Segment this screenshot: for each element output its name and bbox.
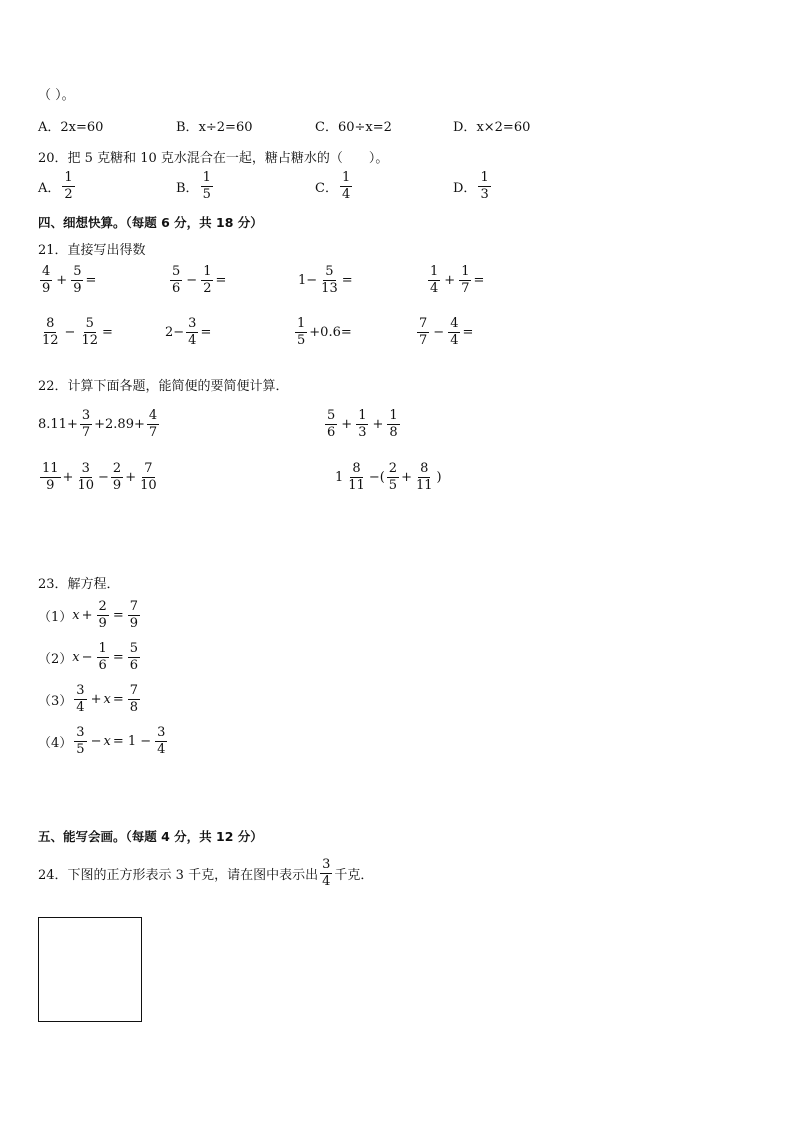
numerator: 3 (322, 857, 331, 872)
option-label: B． (176, 180, 199, 196)
q24-stem-unit: 千克． (334, 867, 374, 883)
denominator: 3 (480, 186, 489, 202)
q23-stem: 23．解方程． (38, 577, 120, 592)
denominator: 12 (81, 332, 98, 348)
denominator: 9 (129, 615, 138, 631)
fraction (128, 642, 140, 672)
numerator: 1 (64, 170, 73, 185)
denominator: 4 (430, 280, 439, 296)
denominator: 11 (415, 477, 433, 493)
denominator: 7 (81, 424, 91, 440)
denominator: 9 (46, 477, 55, 493)
numerator: 4 (42, 264, 51, 279)
denominator: 9 (42, 280, 51, 296)
trailing-term: +0.6= (309, 324, 352, 340)
q23-equation-4 (38, 726, 169, 756)
numerator: 1 (203, 264, 212, 279)
fraction (478, 171, 490, 201)
denominator: 6 (129, 657, 138, 673)
numerator: 11 (42, 461, 59, 476)
term: +2.89+ (94, 416, 145, 432)
fraction (40, 265, 52, 295)
denominator: 8 (129, 699, 138, 715)
variable: x (103, 691, 111, 707)
denominator: 8 (389, 424, 398, 440)
denominator: 7 (461, 280, 470, 296)
fraction (320, 858, 332, 888)
denominator: 4 (157, 741, 166, 757)
operator: + (341, 416, 353, 432)
numerator: 2 (98, 599, 107, 614)
fraction (138, 462, 159, 492)
equation-label: （3） (38, 693, 73, 709)
numerator: 1 (98, 641, 107, 656)
denominator: 9 (98, 615, 107, 631)
option-label: A． (38, 120, 61, 135)
numerator: 2 (112, 461, 122, 476)
numerator: 1 (389, 408, 398, 423)
operator: + (401, 469, 412, 485)
fraction (325, 409, 337, 439)
denominator: 6 (172, 280, 181, 296)
q21-item-2 (168, 265, 226, 295)
operator: + (125, 469, 137, 485)
option-label: C． (315, 120, 338, 135)
denominator: 5 (76, 741, 85, 757)
equation-label: （1） (38, 609, 73, 625)
option-label: A． (38, 180, 61, 196)
fraction (97, 600, 109, 630)
q21-item-6 (165, 317, 211, 347)
numerator: 1 (341, 170, 351, 185)
operator: + (372, 416, 384, 432)
numerator: 1 (480, 170, 489, 185)
equals-sign: = 1 − (112, 733, 152, 749)
numerator: 8 (352, 461, 361, 476)
denominator: 9 (112, 477, 122, 493)
q20-option-a[interactable] (38, 171, 77, 201)
denominator: 4 (450, 332, 459, 348)
denominator: 4 (188, 332, 197, 348)
fraction (387, 462, 399, 492)
fraction (75, 462, 96, 492)
leading-term: 1− (298, 272, 318, 288)
operator: + (90, 691, 102, 707)
fraction (417, 317, 429, 347)
q20-option-d[interactable] (453, 171, 493, 201)
denominator: 4 (76, 699, 85, 715)
section-4-title: 四、细想快算。（每题 6 分，共 18 分） (38, 215, 263, 230)
numerator: 5 (129, 641, 138, 656)
fraction (414, 462, 435, 492)
q20-option-c[interactable] (315, 171, 354, 201)
numerator: 5 (73, 264, 82, 279)
fraction (62, 171, 74, 201)
fraction (40, 317, 61, 347)
q20-stem: 20．把 5 克糖和 10 克水混合在一起，糖占糖水的（ ）。 (38, 151, 389, 166)
equals-sign: = (112, 607, 124, 623)
drawing-square[interactable] (38, 917, 142, 1022)
numerator: 5 (327, 408, 336, 423)
fraction (111, 462, 123, 492)
fraction (128, 600, 140, 630)
option-label: D． (453, 120, 477, 135)
denominator: 2 (64, 186, 73, 202)
operator: − (433, 324, 445, 340)
numerator: 8 (420, 461, 429, 476)
denominator: 9 (73, 280, 82, 296)
fraction (340, 171, 352, 201)
numerator: 4 (450, 316, 459, 331)
whole-number: 1 (335, 469, 344, 485)
numerator: 7 (419, 316, 428, 331)
operator: −( (368, 469, 385, 485)
fraction (155, 726, 167, 756)
q22-expr-2 (323, 409, 402, 439)
fraction (201, 265, 213, 295)
option-text: 2x=60 (60, 120, 104, 135)
term: 8.11+ (38, 416, 78, 432)
q19-tail: （ ）。 (38, 88, 75, 103)
numerator: 5 (172, 264, 181, 279)
q23-equation-3 (38, 684, 142, 714)
equals-sign: = (473, 272, 485, 288)
q21-item-4 (426, 265, 484, 295)
operator: + (62, 469, 74, 485)
denominator: 10 (77, 477, 94, 493)
q23-equation-1 (38, 600, 142, 630)
operator: + (81, 607, 93, 623)
fraction (97, 642, 109, 672)
q19-option-b[interactable] (176, 116, 253, 135)
numerator: 1 (358, 408, 367, 423)
fraction (71, 265, 83, 295)
operator: + (56, 272, 68, 288)
q24-stem (38, 858, 373, 888)
numerator: 1 (461, 264, 470, 279)
equals-sign: = (215, 272, 227, 288)
q24-stem-text: 24．下图的正方形表示 3 千克，请在图中表示出 (38, 867, 319, 883)
operator: + (444, 272, 456, 288)
q21-item-5 (38, 317, 113, 347)
q20-option-b[interactable] (176, 171, 215, 201)
q21-item-3 (298, 265, 353, 295)
denominator: 4 (341, 186, 351, 202)
numerator: 3 (188, 316, 197, 331)
denominator: 11 (348, 477, 365, 493)
fraction (346, 462, 367, 492)
q21-item-1 (38, 265, 96, 295)
variable: x (72, 607, 80, 623)
q22-expr-3 (38, 462, 161, 492)
q19-option-c[interactable] (315, 116, 392, 135)
q21-item-7 (293, 317, 352, 347)
q19-option-d[interactable] (453, 116, 530, 135)
equals-sign: = (112, 649, 124, 665)
numerator: 3 (157, 725, 166, 740)
operator: − (186, 272, 198, 288)
denominator: 3 (358, 424, 367, 440)
operator: − (90, 733, 102, 749)
numerator: 3 (76, 725, 85, 740)
numerator: 7 (129, 683, 138, 698)
q21-stem: 21．直接写出得数 (38, 243, 146, 258)
operator: − (64, 324, 76, 340)
fraction (128, 684, 140, 714)
equals-sign: = (200, 324, 212, 340)
fraction (448, 317, 460, 347)
close-paren: ) (436, 469, 442, 485)
equals-sign: = (341, 272, 353, 288)
fraction (170, 265, 182, 295)
numerator: 4 (148, 408, 158, 423)
operator: − (98, 469, 109, 485)
option-label: C． (315, 180, 338, 196)
denominator: 6 (98, 657, 107, 673)
numerator: 3 (81, 461, 90, 476)
fraction (387, 409, 399, 439)
operator: − (81, 649, 93, 665)
q19-option-a[interactable] (38, 116, 103, 135)
q22-expr-1 (38, 409, 161, 439)
denominator: 7 (419, 332, 428, 348)
numerator: 5 (325, 264, 334, 279)
denominator: 12 (42, 332, 59, 348)
fraction (80, 409, 92, 439)
option-text: 60÷x=2 (337, 120, 392, 135)
numerator: 7 (144, 461, 153, 476)
fraction (319, 265, 340, 295)
numerator: 3 (81, 408, 91, 423)
equals-sign: = (112, 691, 124, 707)
denominator: 5 (297, 332, 306, 348)
fraction (201, 171, 213, 201)
denominator: 2 (203, 280, 212, 296)
q22-expr-4 (335, 462, 442, 492)
numerator: 1 (202, 170, 211, 185)
fraction (147, 409, 159, 439)
option-text: x÷2=60 (198, 120, 253, 135)
numerator: 8 (46, 316, 55, 331)
q23-equation-2 (38, 642, 142, 672)
q22-stem: 22．计算下面各题，能简便的要简便计算． (38, 379, 289, 394)
variable: x (72, 649, 80, 665)
fraction (459, 265, 471, 295)
denominator: 4 (322, 873, 331, 889)
numerator: 3 (76, 683, 85, 698)
equals-sign: = (462, 324, 474, 340)
equals-sign: = (102, 324, 113, 340)
denominator: 10 (140, 477, 157, 493)
numerator: 1 (297, 316, 306, 331)
equals-sign: = (85, 272, 97, 288)
fraction (428, 265, 440, 295)
q21-item-8 (415, 317, 473, 347)
leading-term: 2− (165, 324, 185, 340)
variable: x (103, 733, 111, 749)
fraction (40, 462, 61, 492)
section-5-title: 五、能写会画。（每题 4 分，共 12 分） (38, 829, 263, 844)
numerator: 7 (129, 599, 138, 614)
fraction (79, 317, 100, 347)
option-label: D． (453, 180, 477, 196)
fraction (295, 317, 307, 347)
denominator: 7 (148, 424, 158, 440)
option-label: B． (176, 120, 199, 135)
denominator: 6 (327, 424, 336, 440)
denominator: 5 (202, 186, 211, 202)
denominator: 5 (388, 477, 398, 493)
equation-label: （2） (38, 651, 73, 667)
denominator: 13 (321, 280, 338, 296)
fraction (74, 684, 86, 714)
equation-label: （4） (38, 735, 73, 751)
numerator: 2 (388, 461, 398, 476)
fraction (186, 317, 198, 347)
numerator: 5 (85, 316, 94, 331)
fraction (356, 409, 368, 439)
numerator: 1 (430, 264, 439, 279)
option-text: x×2=60 (476, 120, 531, 135)
fraction (74, 726, 86, 756)
